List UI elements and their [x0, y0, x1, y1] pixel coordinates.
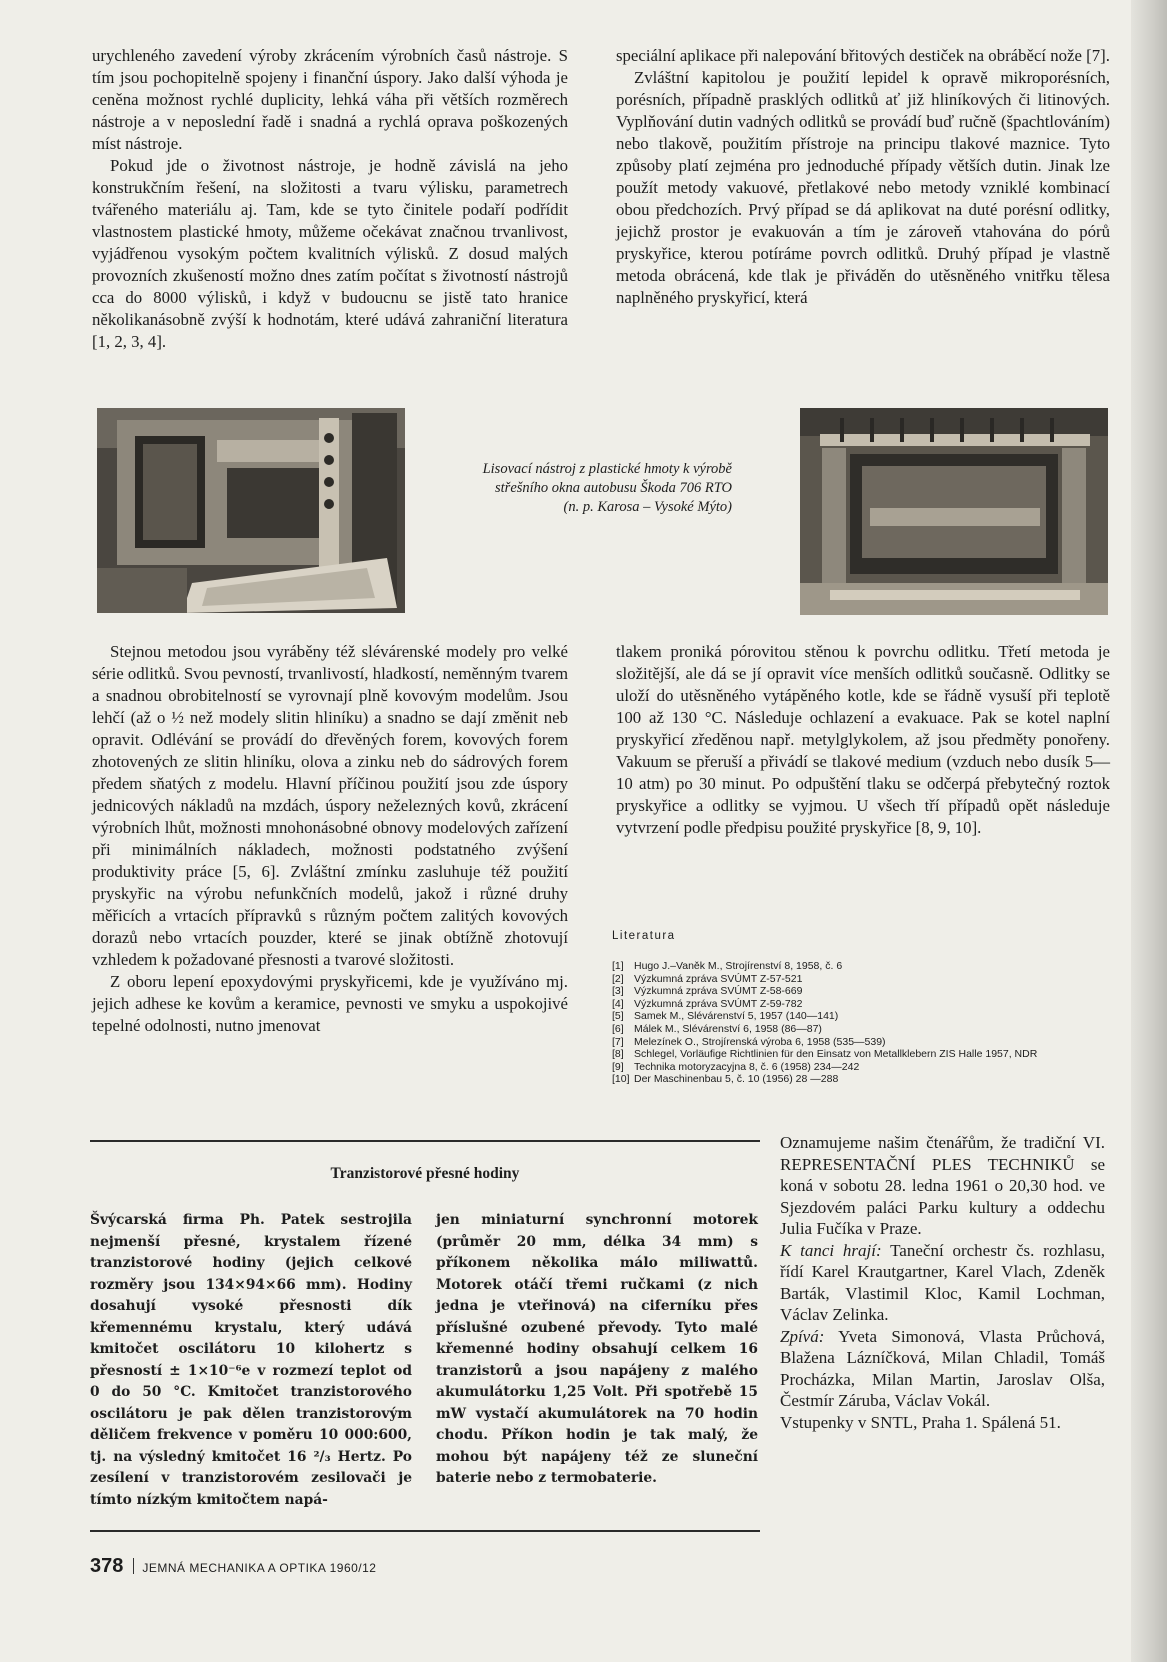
reference-item: [8] Schlegel, Vorläufige Richtlinien für den Einsatz von Metallklebern ZIS Halle 1957, NDR — [612, 1048, 1038, 1061]
paragraph: Pokud jde o životnost nástroje, je hodně závislá na jeho konstrukčním řešení, na složitosti a tvaru výlisku, parametrech tvářeného materiálu aj. Tam, kde se tyto činitele podaří podřídit vlastnostem plastické hmoty, můžeme očekávat značnou trvanlivost, vyjádřenou vysokým počtem kvalitních výlisků. Z dosud malých provozních zkušeností možno dnes zatím počítat s životností nástrojů cca do 8000 výlisků, i když v budoucnu se jistě tato hranice několikanásobně zvýší k hodnotám, které udává zahraniční literatura [1, 2, 3, 4]. — [92, 156, 568, 351]
photo-caption — [412, 460, 732, 517]
reference-item: [4] Výzkumná zpráva SVÚMT Z-59-782 — [612, 997, 803, 1010]
literature-heading: Literatura — [612, 930, 676, 942]
tickets-text: Vstupenky v SNTL, Praha 1. Spálená 51. — [780, 1412, 1061, 1432]
right-column-top — [616, 45, 1110, 309]
box-bottom-rule — [90, 1530, 760, 1532]
reference-item: [7] Melezínek O., Strojírenská výroba 6, 1958 (535—539) — [612, 1035, 886, 1048]
box-column-right — [436, 1210, 758, 1490]
box-column-left — [90, 1210, 412, 1511]
reference-item: [1] Hugo J.–Vaněk M., Strojírenství 8, 1958, č. 6 — [612, 960, 843, 972]
page-number: 378 — [90, 1555, 124, 1577]
sing-text: Yveta Simonová, Vlasta Průchová, Blažena Lázníčková, Milan Chladil, Tomáš Procházka, Milan Martin, Jaroslav Olša, Čestmír Záruba, Václav Vokál. — [780, 1326, 1105, 1410]
reference-item: [5] Samek M., Slévárenství 5, 1957 (140—141) — [612, 1010, 839, 1023]
dance-label: K tanci hrají: — [780, 1240, 882, 1260]
sing-label: Zpívá: — [780, 1326, 825, 1346]
paragraph: tlakem proniká pórovitou stěnou k povrchu odlitku. Třetí metoda je složitější, ale dá se jí opravit více menších odlitků současně. Odlitky se uloží do utěsněného vytápěného kotle, kde se řádně vysuší při teplotě 100 až 130 °C. Následuje ochlazení a evakuace. Pak se kotel naplní pryskyřicí zředěnou např. metylglykolem, až jsou předměty ponořeny. Vakuum se přeruší a přivádí se tlakové medium (vzduch nebo dusík 5—10 atm) po 30 minut. Po odpuštění tlaku se odčerpá přebytečný roztok pryskyřice a odlitky se vyjmou. U všech tří případů opět následuje vytvrzení podle předpisu použité pryskyřice [8, 9, 10]. — [616, 642, 1110, 837]
paragraph: Švýcarská firma Ph. Patek sestrojila nejmenší přesné, krystalem řízené tranzistorové hodiny (jejich celkové rozměry jsou 134×94×66 mm). Hodiny dosahují vysoké přesnosti dík křemennému krystalu, který udává kmitočet oscilátoru 10 kilohertz s přesností ± 1×10⁻⁶e v rozmezí teplot od 0 do 50 °C. Kmitočet tranzistorového oscilátoru je pak dělen tranzistorovým děličem frekvence v poměru 10 000:600, tj. na výsledný kmitočet 16 ²/₃ Hertz. Po zesílení v tranzistorovém zesilovači je tímto nízkým kmitočtem napá- — [90, 1212, 412, 1508]
scan-edge — [1131, 0, 1167, 1662]
box-top-rule — [90, 1140, 760, 1142]
paragraph: jen miniaturní synchronní motorek (průměr 20 mm, délka 34 mm) s příkonem několika málo miliwattů. Motorek otáčí třemi ručkami (z nich jedna je vteřinová) na ciferníku přes příslušné ozubené převody. Tyto malé křemenné hodiny obsahují celkem 16 tranzistorů a jsou napájeny z malého akumulátorku 1,25 Volt. Při spotřebě 15 mW vystačí akumulátorek na 70 hodin chodu. Příkon hodin je tak malý, že mohou být napájeny též ze sluneční baterie nebo z termobaterie. — [436, 1212, 758, 1486]
paragraph: speciální aplikace při nalepování břitových destiček na obráběcí nože [7]. — [616, 46, 1110, 65]
announcement-intro: Oznamujeme našim čtenářům, že tradiční VI. REPRESENTAČNÍ PLES TECHNIKŮ se koná v sobotu 28. ledna 1961 o 20,30 hod. ve Sjezdovém paláci Parku kultury a oddechu Julia Fučíka v Praze. — [780, 1133, 1105, 1238]
caption-line: střešního okna autobusu Škoda 706 RTO — [495, 480, 732, 496]
right-column-bottom — [616, 641, 1110, 839]
reference-item: [6] Málek M., Slévárenství 6, 1958 (86—87) — [612, 1022, 822, 1035]
reference-list — [612, 960, 1112, 1086]
reference-item: [10] Der Maschinenbau 5, č. 10 (1956) 28 —288 — [612, 1073, 839, 1086]
reference-item: [2] Výzkumná zpráva SVÚMT Z-57-521 — [612, 972, 803, 985]
paragraph: Z oboru lepení epoxydovými pryskyřicemi, kde je využíváno mj. jejich adhese ke kovům a keramice, pevnosti ve smyku a uspokojivé tepelné odolnosti, nutno jmenovat — [92, 972, 568, 1035]
caption-line: Lisovací nástroj z plastické hmoty k výrobě — [482, 461, 732, 477]
left-column-bottom — [92, 641, 568, 1037]
ball-announcement — [780, 1132, 1105, 1433]
caption-line: (n. p. Karosa – Vysoké Mýto) — [563, 499, 732, 515]
paragraph: Stejnou metodou jsou vyráběny též slévárenské modely pro velké série odlitků. Svou pevností, trvanlivostí, hladkostí, neměnným tvarem a snadnou obrobitelností se vyrovnají plně kovovým modelům. Jsou lehčí (až o ½ než modely slitin hliníku) a snadno se dají změnit neb opravit. Odlévání se provádí do dřevěných forem, kovových forem zhotovených ze slitin hliníku, olova a zinku neb do sádrových forem předem sňatých z modelu. Hlavní příčinou použití jsou zde úspory jednicových nákladů na mzdách, úspory neželezných kovů, zkrácení výrobních lhůt, možnosti mnohonásobné obnovy modelových zařízení při minimálních nákladech, možnosti podstatného zvýšení produktivity práce [5, 6]. Zvláštní zmínku zasluhuje též použití pryskyřic na výrobu nefunkčních modelů, jakož i různé druhy měřicích a vrtacích přípravků s různým počtem zalitých kovových dorazů nebo vrtacích pouzder, které se jinak obtížně zhotovují vzhledem k požadované přesnosti a tvarové složitosti. — [92, 642, 568, 969]
paragraph: urychleného zavedení výroby zkrácením výrobních časů nástroje. S tím jsou pochopitelně spojeny i finanční úspory. Jako další výhoda je ceněna možnost rychlé duplicity, lehká váha při větších rozměrech nástroje a v neposlední řadě i snadná a rychlá oprava poškozených míst nástroje. — [92, 46, 568, 153]
reference-item: [3] Výzkumná zpráva SVÚMT Z-58-669 — [612, 985, 803, 998]
footer-divider — [133, 1558, 134, 1574]
dance-text: Taneční orchestr čs. rozhlasu, řídí Karel Krautgartner, Karel Vlach, Zdeněk Barták, Vlastimil Kloc, Kamil Lochman, Václav Zelinka. — [780, 1240, 1106, 1324]
tool-photo-left — [97, 408, 405, 613]
journal-name: JEMNÁ MECHANIKA A OPTIKA 1960/12 — [142, 1561, 377, 1575]
paragraph: Zvláštní kapitolou je použití lepidel k opravě mikroporésních, porésních, případně prasklých odlitků ať již hliníkových či litinových. Vyplňování dutin vadných odlitků se provádí buď ručně (špachtlováním) nebo tlakově, použitím přístroje na principu tlakové maznice. Tyto způsoby platí zejména pro jednoduché případy větších dutin. Jinak lze použít metody vakuové, přetlakové nebo metody vzniklé kombinací obou předchozích. Prvý případ se dá aplikovat na duté porésní odlitky, jejichž prostor je evakuován a tím je zároveň vtahována do pórů pryskyřice, kterou potíráme povrch odlitků. Druhý případ je vlastně metoda obrácená, kde tlak je přiváděn do utěsněného vnitřku tělesa naplněného pryskyřicí, která — [616, 68, 1110, 307]
page-footer — [90, 1555, 376, 1578]
left-column-top — [92, 45, 568, 353]
reference-item: [9] Technika motoryzacyjna 8, č. 6 (1958) 234—242 — [612, 1060, 860, 1073]
box-title: Tranzistorové přesné hodiny — [330, 1165, 520, 1182]
tool-photo-right — [800, 408, 1108, 615]
